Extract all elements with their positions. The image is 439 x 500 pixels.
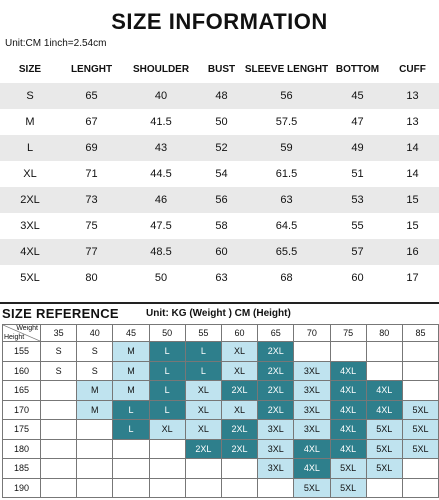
measurement-cell: 60: [199, 239, 244, 265]
height-label-cell: 190: [3, 478, 41, 498]
measurement-cell: 49: [329, 135, 386, 161]
size-reference-cell: 5XL: [402, 439, 438, 459]
size-reference-cell: XL: [185, 400, 221, 420]
column-header: LENGHT: [60, 55, 123, 83]
size-reference-cell: L: [149, 400, 185, 420]
height-label-cell: 170: [3, 400, 41, 420]
size-reference-cell: [402, 342, 438, 362]
size-reference-cell: XL: [149, 420, 185, 440]
size-reference-cell: 3XL: [258, 459, 294, 479]
height-axis-label: Height: [4, 334, 25, 341]
measurement-cell: 63: [244, 187, 329, 213]
size-reference-cell: [149, 459, 185, 479]
size-reference-cell: [221, 478, 257, 498]
size-reference-cell: [41, 400, 77, 420]
size-reference-title: SIZE REFERENCE: [2, 306, 119, 321]
size-reference-cell: 4XL: [330, 439, 366, 459]
measurement-cell: 13: [386, 83, 439, 109]
measurement-cell: 48: [199, 83, 244, 109]
size-reference-cell: 5XL: [330, 478, 366, 498]
height-row: [3, 342, 439, 362]
unit-note: Unit:CM 1inch=2.54cm: [5, 38, 107, 49]
size-reference-cell: L: [149, 381, 185, 401]
size-reference-cell: [330, 342, 366, 362]
size-reference-cell: 4XL: [294, 459, 330, 479]
size-reference-cell: [77, 420, 113, 440]
measurement-cell: 75: [85, 220, 98, 232]
size-reference-cell: 2XL: [258, 400, 294, 420]
measurement-cell: 16: [386, 239, 439, 265]
size-reference-cell: M: [113, 381, 149, 401]
page-title: SIZE INFORMATION: [111, 9, 328, 34]
size-reference-cell: L: [113, 400, 149, 420]
measurement-cell: 46: [123, 187, 199, 213]
size-reference-cell: XL: [221, 400, 257, 420]
size-reference-cell: S: [77, 361, 113, 381]
size-reference-cell: [366, 342, 402, 362]
height-row: [3, 459, 439, 479]
size-reference-cell: [402, 478, 438, 498]
size-reference-cell: [77, 459, 113, 479]
size-reference-cell: [41, 478, 77, 498]
measurement-cell: 52: [199, 135, 244, 161]
measurement-cell: 60: [351, 272, 364, 284]
size-reference-cell: [185, 459, 221, 479]
weight-header-cell: 75: [330, 325, 366, 342]
size-reference-cell: XL: [221, 342, 257, 362]
measurement-cell: 17: [406, 272, 419, 284]
table-row: [0, 213, 439, 239]
size-reference-cell: 5XL: [330, 459, 366, 479]
measurement-cell: 67: [85, 116, 98, 128]
weight-header-cell: 65: [258, 325, 294, 342]
size-label-cell: 3XL: [20, 220, 40, 232]
measurement-cell: 58: [215, 220, 228, 232]
size-reference-cell: 5XL: [402, 420, 438, 440]
weight-header-cell: 85: [402, 325, 438, 342]
measurement-cell: 14: [386, 135, 439, 161]
weight-header-cell: 70: [294, 325, 330, 342]
column-header: SIZE: [0, 55, 60, 83]
size-reference-cell: L: [149, 361, 185, 381]
measurement-cell: 71: [85, 168, 98, 180]
size-reference-cell: [221, 459, 257, 479]
height-label-cell: 185: [3, 459, 41, 479]
table-row: [0, 161, 439, 187]
measurement-cell: 65: [60, 83, 123, 109]
weight-header-cell: 55: [185, 325, 221, 342]
column-header: SHOULDER: [123, 55, 199, 83]
size-reference-cell: L: [185, 361, 221, 381]
size-reference-cell: 4XL: [330, 420, 366, 440]
size-reference-cell: M: [77, 381, 113, 401]
size-reference-cell: M: [113, 342, 149, 362]
column-header: BUST: [199, 55, 244, 83]
measurement-cell: 53: [329, 187, 386, 213]
column-header: SLEEVE LENGHT: [244, 55, 329, 83]
size-reference-cell: L: [185, 342, 221, 362]
measurement-cell: 65.5: [244, 239, 329, 265]
size-reference-cell: L: [149, 342, 185, 362]
weight-header-cell: 60: [221, 325, 257, 342]
size-reference-cell: 5XL: [294, 478, 330, 498]
measurement-cell: 73: [60, 187, 123, 213]
size-reference-cell: S: [41, 361, 77, 381]
size-reference-cell: 5XL: [402, 400, 438, 420]
table-row: [0, 187, 439, 213]
measurement-cell: 50: [215, 116, 228, 128]
height-row: [3, 439, 439, 459]
measurement-cell: 55: [351, 220, 364, 232]
size-reference-cell: 4XL: [366, 400, 402, 420]
measurement-cell: 14: [406, 168, 419, 180]
size-reference-cell: 3XL: [294, 361, 330, 381]
size-reference-cell: M: [77, 400, 113, 420]
weight-header-cell: 40: [77, 325, 113, 342]
size-reference-cell: 3XL: [294, 400, 330, 420]
measurement-cell: 69: [60, 135, 123, 161]
size-reference-cell: 3XL: [258, 439, 294, 459]
measurement-cell: 59: [244, 135, 329, 161]
height-row: [3, 361, 439, 381]
weight-axis-label: Weight: [16, 325, 38, 332]
size-reference-cell: S: [41, 342, 77, 362]
column-header: CUFF: [386, 55, 439, 83]
weight-height-corner: [3, 325, 41, 342]
size-reference-cell: [77, 439, 113, 459]
size-reference-cell: 4XL: [330, 361, 366, 381]
size-reference-cell: 5XL: [366, 439, 402, 459]
measurement-cell: 63: [215, 272, 228, 284]
size-reference-cell: 4XL: [366, 381, 402, 401]
measurement-cell: 15: [386, 187, 439, 213]
measurement-cell: 15: [406, 220, 419, 232]
size-reference-cell: 2XL: [221, 420, 257, 440]
size-label-cell: 2XL: [0, 187, 60, 213]
size-label-cell: L: [0, 135, 60, 161]
column-header: BOTTOM: [329, 55, 386, 83]
size-reference-cell: [113, 459, 149, 479]
size-reference-cell: M: [113, 361, 149, 381]
table-row: [0, 109, 439, 135]
size-label-cell: M: [25, 116, 35, 128]
size-label-cell: 4XL: [0, 239, 60, 265]
size-reference-cell: 4XL: [294, 439, 330, 459]
size-reference-cell: 3XL: [294, 381, 330, 401]
measurement-cell: 41.5: [150, 116, 172, 128]
size-label-cell: XL: [23, 168, 37, 180]
measurement-cell: 54: [215, 168, 228, 180]
measurement-cell: 64.5: [275, 220, 298, 232]
measurement-cell: 61.5: [275, 168, 298, 180]
table-row: [0, 83, 439, 109]
size-reference-cell: [366, 361, 402, 381]
size-reference-cell: [41, 381, 77, 401]
height-row: [3, 420, 439, 440]
size-reference-cell: [402, 459, 438, 479]
size-reference-cell: 4XL: [330, 381, 366, 401]
size-reference-cell: L: [113, 420, 149, 440]
height-row: [3, 381, 439, 401]
size-reference-cell: [402, 381, 438, 401]
size-reference-grid: [2, 324, 439, 498]
size-reference-cell: [41, 459, 77, 479]
size-reference-cell: [185, 478, 221, 498]
measurement-cell: 56: [244, 83, 329, 109]
height-row: [3, 400, 439, 420]
size-reference-cell: [41, 420, 77, 440]
size-reference-cell: 4XL: [330, 400, 366, 420]
size-label-cell: 5XL: [20, 272, 40, 284]
measurement-cell: 57: [329, 239, 386, 265]
measurement-cell: 51: [351, 168, 364, 180]
size-reference-cell: 2XL: [221, 439, 257, 459]
size-reference-cell: [149, 478, 185, 498]
size-reference-cell: 2XL: [221, 381, 257, 401]
measurement-cell: 56: [199, 187, 244, 213]
measurement-cell: 40: [123, 83, 199, 109]
size-reference-cell: [149, 439, 185, 459]
height-label-cell: 180: [3, 439, 41, 459]
size-reference-cell: 3XL: [258, 420, 294, 440]
measurement-cell: 44.5: [150, 168, 172, 180]
weight-header-cell: 50: [149, 325, 185, 342]
measurement-cell: 68: [280, 272, 293, 284]
section-divider: [0, 302, 439, 304]
table-row: [0, 239, 439, 265]
size-reference-cell: [77, 478, 113, 498]
measurement-cell: 77: [60, 239, 123, 265]
size-reference-cell: 2XL: [258, 361, 294, 381]
size-reference-cell: 2XL: [185, 439, 221, 459]
measurement-cell: 43: [123, 135, 199, 161]
measurement-cell: 13: [406, 116, 419, 128]
size-reference-cell: [113, 439, 149, 459]
size-reference-cell: XL: [185, 420, 221, 440]
height-row: [3, 478, 439, 498]
table-row: [0, 135, 439, 161]
size-reference-cell: 2XL: [258, 381, 294, 401]
height-label-cell: 160: [3, 361, 41, 381]
weight-header-row: [3, 325, 439, 342]
size-reference-cell: [113, 478, 149, 498]
size-reference-cell: XL: [185, 381, 221, 401]
size-reference-cell: 5XL: [366, 420, 402, 440]
size-reference-cell: [294, 342, 330, 362]
measurement-cell: 50: [154, 272, 168, 284]
weight-header-cell: 80: [366, 325, 402, 342]
measurement-cell: 47: [351, 116, 364, 128]
size-reference-cell: 2XL: [258, 342, 294, 362]
measurement-cell: 48.5: [123, 239, 199, 265]
size-reference-cell: [366, 478, 402, 498]
weight-header-cell: 45: [113, 325, 149, 342]
size-reference-cell: [41, 439, 77, 459]
size-reference-unit-note: Unit: KG (Weight ) CM (Height): [146, 308, 291, 319]
weight-header-cell: 35: [41, 325, 77, 342]
size-reference-cell: [402, 361, 438, 381]
size-reference-cell: [258, 478, 294, 498]
size-information-table: [0, 55, 439, 291]
size-label-cell: S: [0, 83, 60, 109]
height-label-cell: 155: [3, 342, 41, 362]
measurement-cell: 57.5: [275, 116, 298, 128]
measurement-cell: 80: [85, 272, 98, 284]
table-row: [0, 265, 439, 291]
height-label-cell: 165: [3, 381, 41, 401]
height-label-cell: 175: [3, 420, 41, 440]
measurement-cell: 47.5: [150, 220, 172, 232]
size-reference-cell: S: [77, 342, 113, 362]
size-reference-cell: 5XL: [366, 459, 402, 479]
measurement-cell: 45: [329, 83, 386, 109]
size-reference-cell: XL: [221, 361, 257, 381]
size-reference-cell: 3XL: [294, 420, 330, 440]
